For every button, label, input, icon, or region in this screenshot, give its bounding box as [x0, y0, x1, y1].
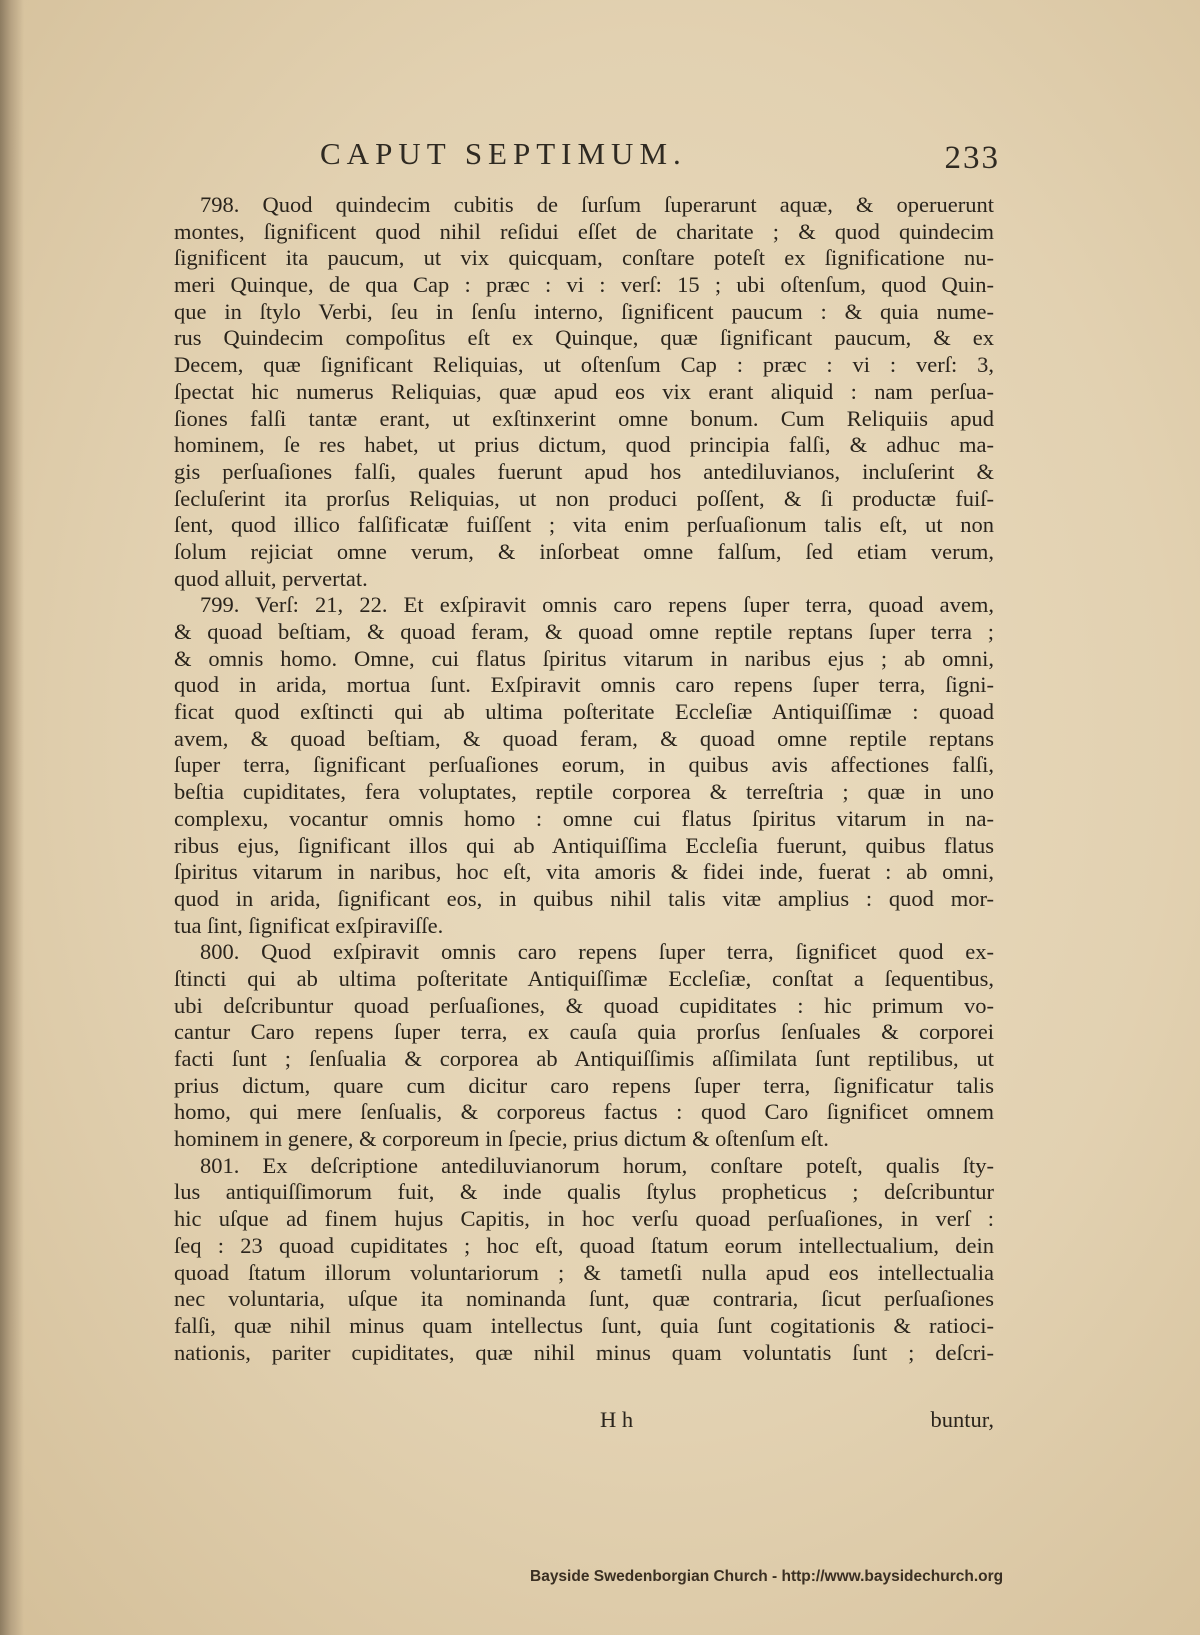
text-line: ſent, quod illico falſificatæ fuiſſent ; vita enim perſuaſionum talis eſt, ut non [174, 512, 994, 538]
text-line: quoad ſtatum illorum voluntariorum ; & tametſi nulla apud eos intellectualia [174, 1259, 994, 1285]
text-line: avem, & quoad beſtiam, & quoad feram, & quoad omne reptile reptans [174, 725, 994, 751]
text-line: ſeq : 23 quoad cupiditates ; hoc eſt, quoad ſtatum eorum intellectualium, dein [174, 1232, 994, 1258]
text-line: beſtia cupiditates, fera voluptates, reptile corporea & terreſtria ; quæ in uno [174, 779, 994, 805]
text-line: ſpiritus vitarum in naribus, hoc eſt, vita amoris & fidei inde, fuerat : ab omni, [174, 859, 994, 885]
text-line: 801. Ex deſcriptione antediluvianorum horum, conſtare poteſt, qualis ſty- [200, 1152, 994, 1178]
text-line: 799. Verſ: 21, 22. Et exſpiravit omnis caro repens ſuper terra, quoad avem, [200, 592, 994, 618]
text-line: prius dictum, quare cum dicitur caro repens ſuper terra, ſignificatur talis [174, 1072, 994, 1098]
signature-mark: H h [600, 1407, 634, 1432]
text-line: ſignificent ita paucum, ut vix quicquam, conſtare poteſt ex ſignificatione nu- [174, 245, 994, 271]
text-line: montes, ſignificent quod nihil reſidui eſſet de charitate ; & quod quindecim [174, 218, 994, 244]
text-line: rus Quindecim compoſitus eſt ex Quinque, quæ ſignificant paucum, & ex [174, 325, 994, 351]
site-watermark: Bayside Swedenborgian Church - http://www.baysidechurch.org [530, 1568, 1004, 1585]
text-line: homo, qui mere ſenſualis, & corporeus factus : quod Caro ſignificet omnem [174, 1099, 994, 1125]
text-line: ribus ejus, ſignificant illos qui ab Antiquiſſima Eccleſia fuerunt, quibus flatus [174, 832, 994, 858]
text-line: & omnis homo. Omne, cui flatus ſpiritus vitarum in naribus ejus ; ab omni, [174, 645, 994, 671]
text-line: & quoad beſtiam, & quoad feram, & quoad omne reptile reptans ſuper terra ; [174, 619, 994, 644]
page-gutter-shadow [0, 0, 24, 1635]
text-line: quod in arida, mortua ſunt. Exſpiravit omnis caro repens ſuper terra, ſigni- [174, 672, 994, 698]
text-line: ſtincti qui ab ultima poſteritate Antiquiſſimæ Eccleſiæ, conſtat a ſequentibus, [174, 965, 994, 991]
text-line: nationis, pariter cupiditates, quæ nihil minus quam voluntatis ſunt ; deſcri- [174, 1339, 994, 1365]
text-line: quod in arida, ſignificant eos, in quibus nihil talis vitæ amplius : quod mor- [174, 885, 994, 911]
text-line: meri Quinque, de qua Cap : præc : vi : verſ: 15 ; ubi oſtenſum, quod Quin- [174, 272, 994, 298]
text-line: falſi, quæ nihil minus quam intellectus ſunt, quia ſunt cogitationis & ratioci- [174, 1312, 994, 1338]
text-line: facti ſunt ; ſenſualia & corporea ab Antiquiſſimis aſſimilata ſunt reptilibus, ut [174, 1046, 994, 1071]
text-line: cantur Caro repens ſuper terra, ex cauſa quia prorſus ſenſuales & corporei [174, 1019, 994, 1045]
text-line: nec voluntaria, uſque ita nominanda ſunt, quæ contraria, ſicut perſuaſiones [174, 1286, 994, 1312]
text-line: quod alluit, pervertat. [174, 565, 368, 591]
text-line: 798. Quod quindecim cubitis de ſurſum ſuperarunt aquæ, & operuerunt [200, 192, 994, 217]
text-line: complexu, vocantur omnis homo : omne cui flatus ſpiritus vitarum in na- [174, 805, 994, 831]
page-header [180, 130, 1000, 180]
text-line: hic uſque ad finem hujus Capitis, in hoc verſu quoad perſuaſiones, in verſ : [174, 1206, 994, 1232]
text-line: ubi deſcribuntur quoad perſuaſiones, & quoad cupiditates : hic primum vo- [174, 992, 994, 1018]
text-line: ſpectat hic numerus Reliquias, quæ apud eos vix erant aliquid : nam perſua- [174, 378, 994, 404]
text-line: ficat quod exſtincti qui ab ultima poſteritate Eccleſiæ Antiquiſſimæ : quoad [174, 699, 994, 725]
catchword: buntur, [930, 1407, 994, 1432]
page-number: 233 [944, 140, 1000, 176]
text-line: ſuper terra, ſignificant perſuaſiones eorum, in quibus avis affectiones falſi, [174, 752, 994, 778]
text-line: lus antiquiſſimorum fuit, & inde qualis ſtylus propheticus ; deſcribuntur [174, 1179, 994, 1205]
text-line: ſiones falſi tantæ erant, ut exſtinxerint omne bonum. Cum Reliquiis apud [174, 405, 994, 431]
text-line: Decem, quæ ſignificant Reliquias, ut oſtenſum Cap : præc : vi : verſ: 3, [174, 352, 994, 378]
text-line: 800. Quod exſpiravit omnis caro repens ſuper terra, ſignificet quod ex- [200, 939, 994, 965]
text-line: ſolum rejiciat omne verum, & inſorbeat omne falſum, ſed etiam verum, [174, 538, 994, 564]
text-line: hominem, ſe res habet, ut prius dictum, quod principia falſi, & adhuc ma- [174, 432, 994, 458]
text-line: que in ſtylo Verbi, ſeu in ſenſu interno, ſignificent paucum : & quia nume- [174, 298, 994, 324]
text-line: ſecluſerint ita prorſus Reliquias, ut non produci poſſent, & ſi productæ fuiſ- [174, 485, 994, 511]
text-line: tua ſint, ſignificat exſpiraviſſe. [174, 912, 444, 938]
text-line: hominem in genere, & corporeum in ſpecie, prius dictum & oſtenſum eſt. [174, 1126, 829, 1152]
running-head: CAPUT SEPTIMUM. [320, 136, 687, 171]
text-line: gis perſuaſiones falſi, quales fuerunt apud hos antediluvianos, incluſerint & [174, 458, 994, 484]
body-text [174, 192, 994, 1366]
